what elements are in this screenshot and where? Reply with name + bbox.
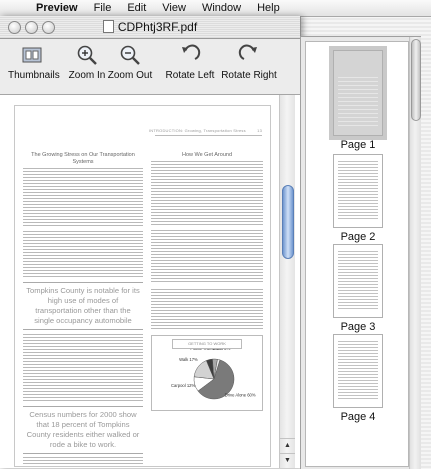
thumbnail-scroll-thumb[interactable] [411,39,421,121]
pie-chart [152,349,262,409]
pie-label: Walk 17% [179,356,198,362]
left-column [23,152,143,467]
running-head-rule [155,135,262,136]
menu-edit[interactable]: Edit [127,2,147,14]
menu-window[interactable]: Window [201,2,242,14]
thumbnail-scrollbar[interactable] [409,37,421,469]
zoom-out-icon [118,43,142,67]
pullquote: Tompkins County is notable for its high use of modes of transportation other than the single occupancy automobile [23,282,143,330]
thumbnail-drawer [300,36,421,469]
thumbnail-label: Page 2 [340,231,376,243]
rotate-left-button[interactable] [162,43,218,81]
zoom-out-button[interactable] [106,43,154,81]
thumbnail-text-lines [338,251,378,311]
document-window [0,16,301,468]
title-bar[interactable] [0,16,300,39]
zoom-out-label: Zoom Out [107,70,153,81]
thumbnail-label: Page 3 [340,321,376,333]
thumbnails-button[interactable] [8,43,60,81]
body-text-block [23,457,143,467]
menu-help[interactable]: Help [257,2,280,14]
window-title-text: CDPhtj3RF.pdf [117,20,198,34]
scroll-up-arrow-icon[interactable]: ▲ [280,438,295,453]
right-heading: How We Get Around [181,152,233,158]
zoom-in-label: Zoom In [68,70,106,81]
page-thumbnail-image [333,154,383,228]
scroll-arrows [280,438,295,468]
menu-app-name[interactable]: Preview [36,2,78,14]
scroll-down-arrow-icon[interactable]: ▼ [280,453,295,468]
left-heading: The Growing Stress on Our Transportation Systems [31,152,135,165]
scroll-thumb[interactable] [282,185,294,259]
thumbnail-label: Page 4 [340,411,376,423]
menu-bar [0,0,431,17]
right-column [151,152,263,411]
document-icon [103,20,114,33]
page-number: 13 [257,128,262,133]
thumbnail-page-4[interactable] [318,334,398,423]
pie-label [213,349,231,351]
vertical-scrollbar[interactable] [279,95,295,468]
menu-view[interactable]: View [162,2,186,14]
window-title [0,20,300,34]
pie-label: Carpool 12% [171,382,196,388]
thumbnail-text-lines [338,341,378,401]
thumbnail-page-1[interactable] [318,50,398,151]
body-text-block [23,231,143,279]
running-head [149,128,262,133]
zoom-in-button[interactable] [62,43,112,81]
document-view[interactable] [0,95,300,468]
thumbnails-label: Thumbnails [8,70,60,81]
rotate-right-label: Rotate Right [221,70,277,81]
thumbnails-icon [20,43,44,67]
body-text-block [151,230,263,284]
rotate-left-icon [178,43,202,67]
body-text-block [23,333,143,403]
thumbnail-cover-art [338,77,378,129]
body-text-block [151,287,263,331]
thumbnail-text-lines [338,161,378,221]
rotate-right-button[interactable] [218,43,280,81]
menu-file[interactable]: File [93,2,112,14]
rotate-right-icon [237,43,261,67]
zoom-in-icon [75,43,99,67]
page-thumbnail-image [333,50,383,136]
chart-title: GETTING TO WORK [172,339,242,349]
running-head-text: INTRODUCTION: Growing, Transportation Stress [149,128,246,133]
body-text-block [23,168,143,228]
pullquote: Census numbers for 2000 show that 18 percent of Tompkins County residents either walked or rode a bike to work. [23,406,143,454]
getting-to-work-chart [151,335,263,411]
toolbar [0,39,300,95]
thumbnail-label: Page 1 [340,139,376,151]
thumbnail-page-3[interactable] [318,244,398,333]
thumbnail-page-2[interactable] [318,154,398,243]
body-text-block [151,161,263,227]
page-thumbnail-image [333,244,383,318]
thumbnail-list [305,41,409,467]
pdf-page [14,105,271,467]
rotate-left-label: Rotate Left [165,70,215,81]
pie-label: Drive Alone 60% [224,392,256,398]
page-thumbnail-image [333,334,383,408]
